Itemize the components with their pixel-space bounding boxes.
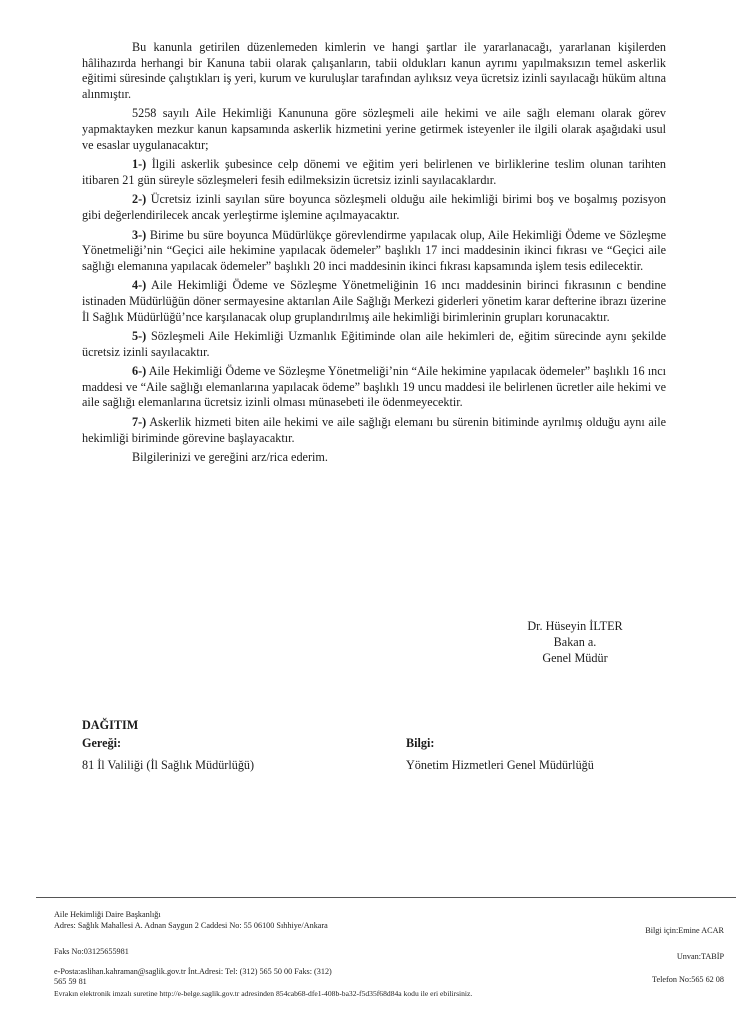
item-number: 3-): [132, 227, 147, 242]
closing-line: Bilgilerinizi ve gereğini arz/rica ederim.: [132, 450, 328, 465]
list-item: [82, 192, 666, 223]
list-item: [82, 157, 666, 188]
action-heading: Gereği:: [82, 736, 122, 750]
list-item: [82, 278, 666, 325]
paragraph-intro: Bu kanunla getirilen düzenlemeden kimlerin ve hangi şartlar ile yararlanacağı, yararlanan kişilerden hâlihazırda herhangi bir Kanuna tabii olarak çalışanların, tabii oldukları kanun ayrımı yapılmaksızın temel askerlik eğitimi süresinde çalıştıkları iş yeri, kurum ve kuruluşlar tarafından aylıksız veya ücretsiz izinli sayılacağı hüküm altına alınmıştır.: [82, 40, 666, 101]
item-text: Sözleşmeli Aile Hekimliği Uzmanlık Eğitiminde olan aile hekimleri de, eğitim sürecinde aynı şekilde ücretsiz izinli sayılacaktır.: [82, 329, 667, 359]
item-text: Birime bu süre boyunca Müdürlükçe görevlendirme yapılacak olup, Aile Hekimliği Ödeme ve Sözleşme Yönetmeliği’nin “Geçici aile hekimine yapılacak ödemeler” başlıklı 17 inci maddesinin ikinci fıkrası ve “Geçici aile sağlığı elemanına yapılacak ödemeler” başlıklı 20 inci maddesinin ikinci fıkrası kapsamında işlem tesis edilecektir.: [82, 227, 667, 273]
footer-contact-person: Bilgi için:Emine ACAR: [645, 926, 724, 935]
letter-body: [82, 40, 666, 470]
item-number: 7-): [132, 415, 147, 430]
footer-address: Adres: Sağlık Mahallesi A. Adnan Saygun 2 Caddesi No: 55 06100 Sıhhiye/Ankara: [54, 921, 328, 930]
distribution-block: [82, 717, 682, 772]
list-item: [82, 415, 666, 446]
footer-title: Unvan:TABİP: [676, 952, 724, 961]
item-text: İlgili askerlik şubesince celp dönemi ve eğitim yeri belirlenen ve birliklerine teslim olunan tarihten itibaren 21 gün süreyle sözleşmeleri fesih edilmeksizin ücretsiz izinli sayılacaklardır.: [82, 157, 667, 187]
list-item: [82, 228, 666, 275]
distribution-action: [82, 735, 254, 773]
item-number: 6-): [132, 364, 147, 379]
item-text: Aile Hekimliği Ödeme ve Sözleşme Yönetmeliğinin 16 ıncı maddesinin birinci fıkrasının c bendine istinaden Müdürlüğün döner sermayesine aktarılan Aile Sağlığı Merkezi giderleri yönetim karar defterine ibrazı üzerine İl Sağlık Müdürlüğü’nce karşılanacak olup gruplandırılmış aile hekimliği birimlerinin grupları korunacaktır.: [82, 278, 666, 324]
footer-email: e-Posta:aslihan.kahraman@saglik.gov.tr İnt.Adresi: Tel: (312) 565 50 00 Faks: (312): [54, 967, 332, 976]
info-heading: Bilgi:: [406, 736, 435, 750]
item-text: Askerlik hizmeti biten aile hekimi ve aile sağlığı elemanı bu sürenin bitiminde ayrılmış olduğu aynı aile hekimliği biriminde görevine başlayacaktır.: [82, 415, 667, 445]
footer-phone: Telefon No:565 62 08: [652, 975, 724, 984]
item-number: 1-): [132, 157, 147, 172]
item-number: 4-): [132, 278, 147, 293]
footer-divider: [36, 897, 736, 898]
distribution-title: DAĞITIM: [82, 718, 139, 732]
list-item: [82, 329, 666, 360]
distribution-info: [406, 735, 594, 773]
item-number: 2-): [132, 192, 147, 207]
info-recipient: Yönetim Hizmetleri Genel Müdürlüğü: [406, 758, 594, 772]
signature-block: [500, 618, 650, 666]
footer-unit: Aile Hekimliği Daire Başkanlığı: [54, 910, 161, 919]
item-number: 5-): [132, 329, 147, 344]
list-item: [82, 364, 666, 411]
signer-title: Genel Müdür: [542, 651, 608, 665]
item-text: Ücretsiz izinli sayılan süre boyunca sözleşmeli olduğu aile hekimliği birimi boş ve boşalmış pozisyon gibi değerlendirilecek ancak yerleştirme işlemine açılmayacaktır.: [82, 192, 667, 222]
action-recipient: 81 İl Valiliği (İl Sağlık Müdürlüğü): [82, 758, 255, 772]
footer-verification: Evrakın elektronik imzalı suretine http://e-belge.saglik.gov.tr adresinden 854cab68-dfe1-408b-ba32-f5d35f68d84a kodu ile eri ebilirsiniz.: [54, 989, 473, 998]
footer-fax-cont: 565 59 81: [54, 977, 87, 986]
paragraph-rules-intro: 5258 sayılı Aile Hekimliği Kanununa göre sözleşmeli aile hekimi ve aile sağlı elemanı olarak görev yapmaktayken mezkur kanun kapsamında askerlik hizmetini yerine getirmek isteyenler ile ilgili olarak aşağıdaki usul ve esaslar uygulanacaktır;: [82, 106, 666, 152]
signer-name: Dr. Hüseyin İLTER: [527, 619, 623, 633]
footer-fax: Faks No:03125655981: [54, 947, 129, 956]
item-text: Aile Hekimliği Ödeme ve Sözleşme Yönetmeliği’nin “Aile hekimine yapılacak ödemeler” başlıklı 16 ıncı maddesi ve “Aile sağlığı elemanlarına yapılacak ödeme” başlıklı 19 uncu maddesi ile belirlenen ücretler aile hekimi ve aile sağlığı elemanlarına ücretsiz izinli olması münasebeti ile ödenmeyecektir.: [82, 364, 666, 410]
signer-authority: Bakan a.: [553, 635, 597, 649]
